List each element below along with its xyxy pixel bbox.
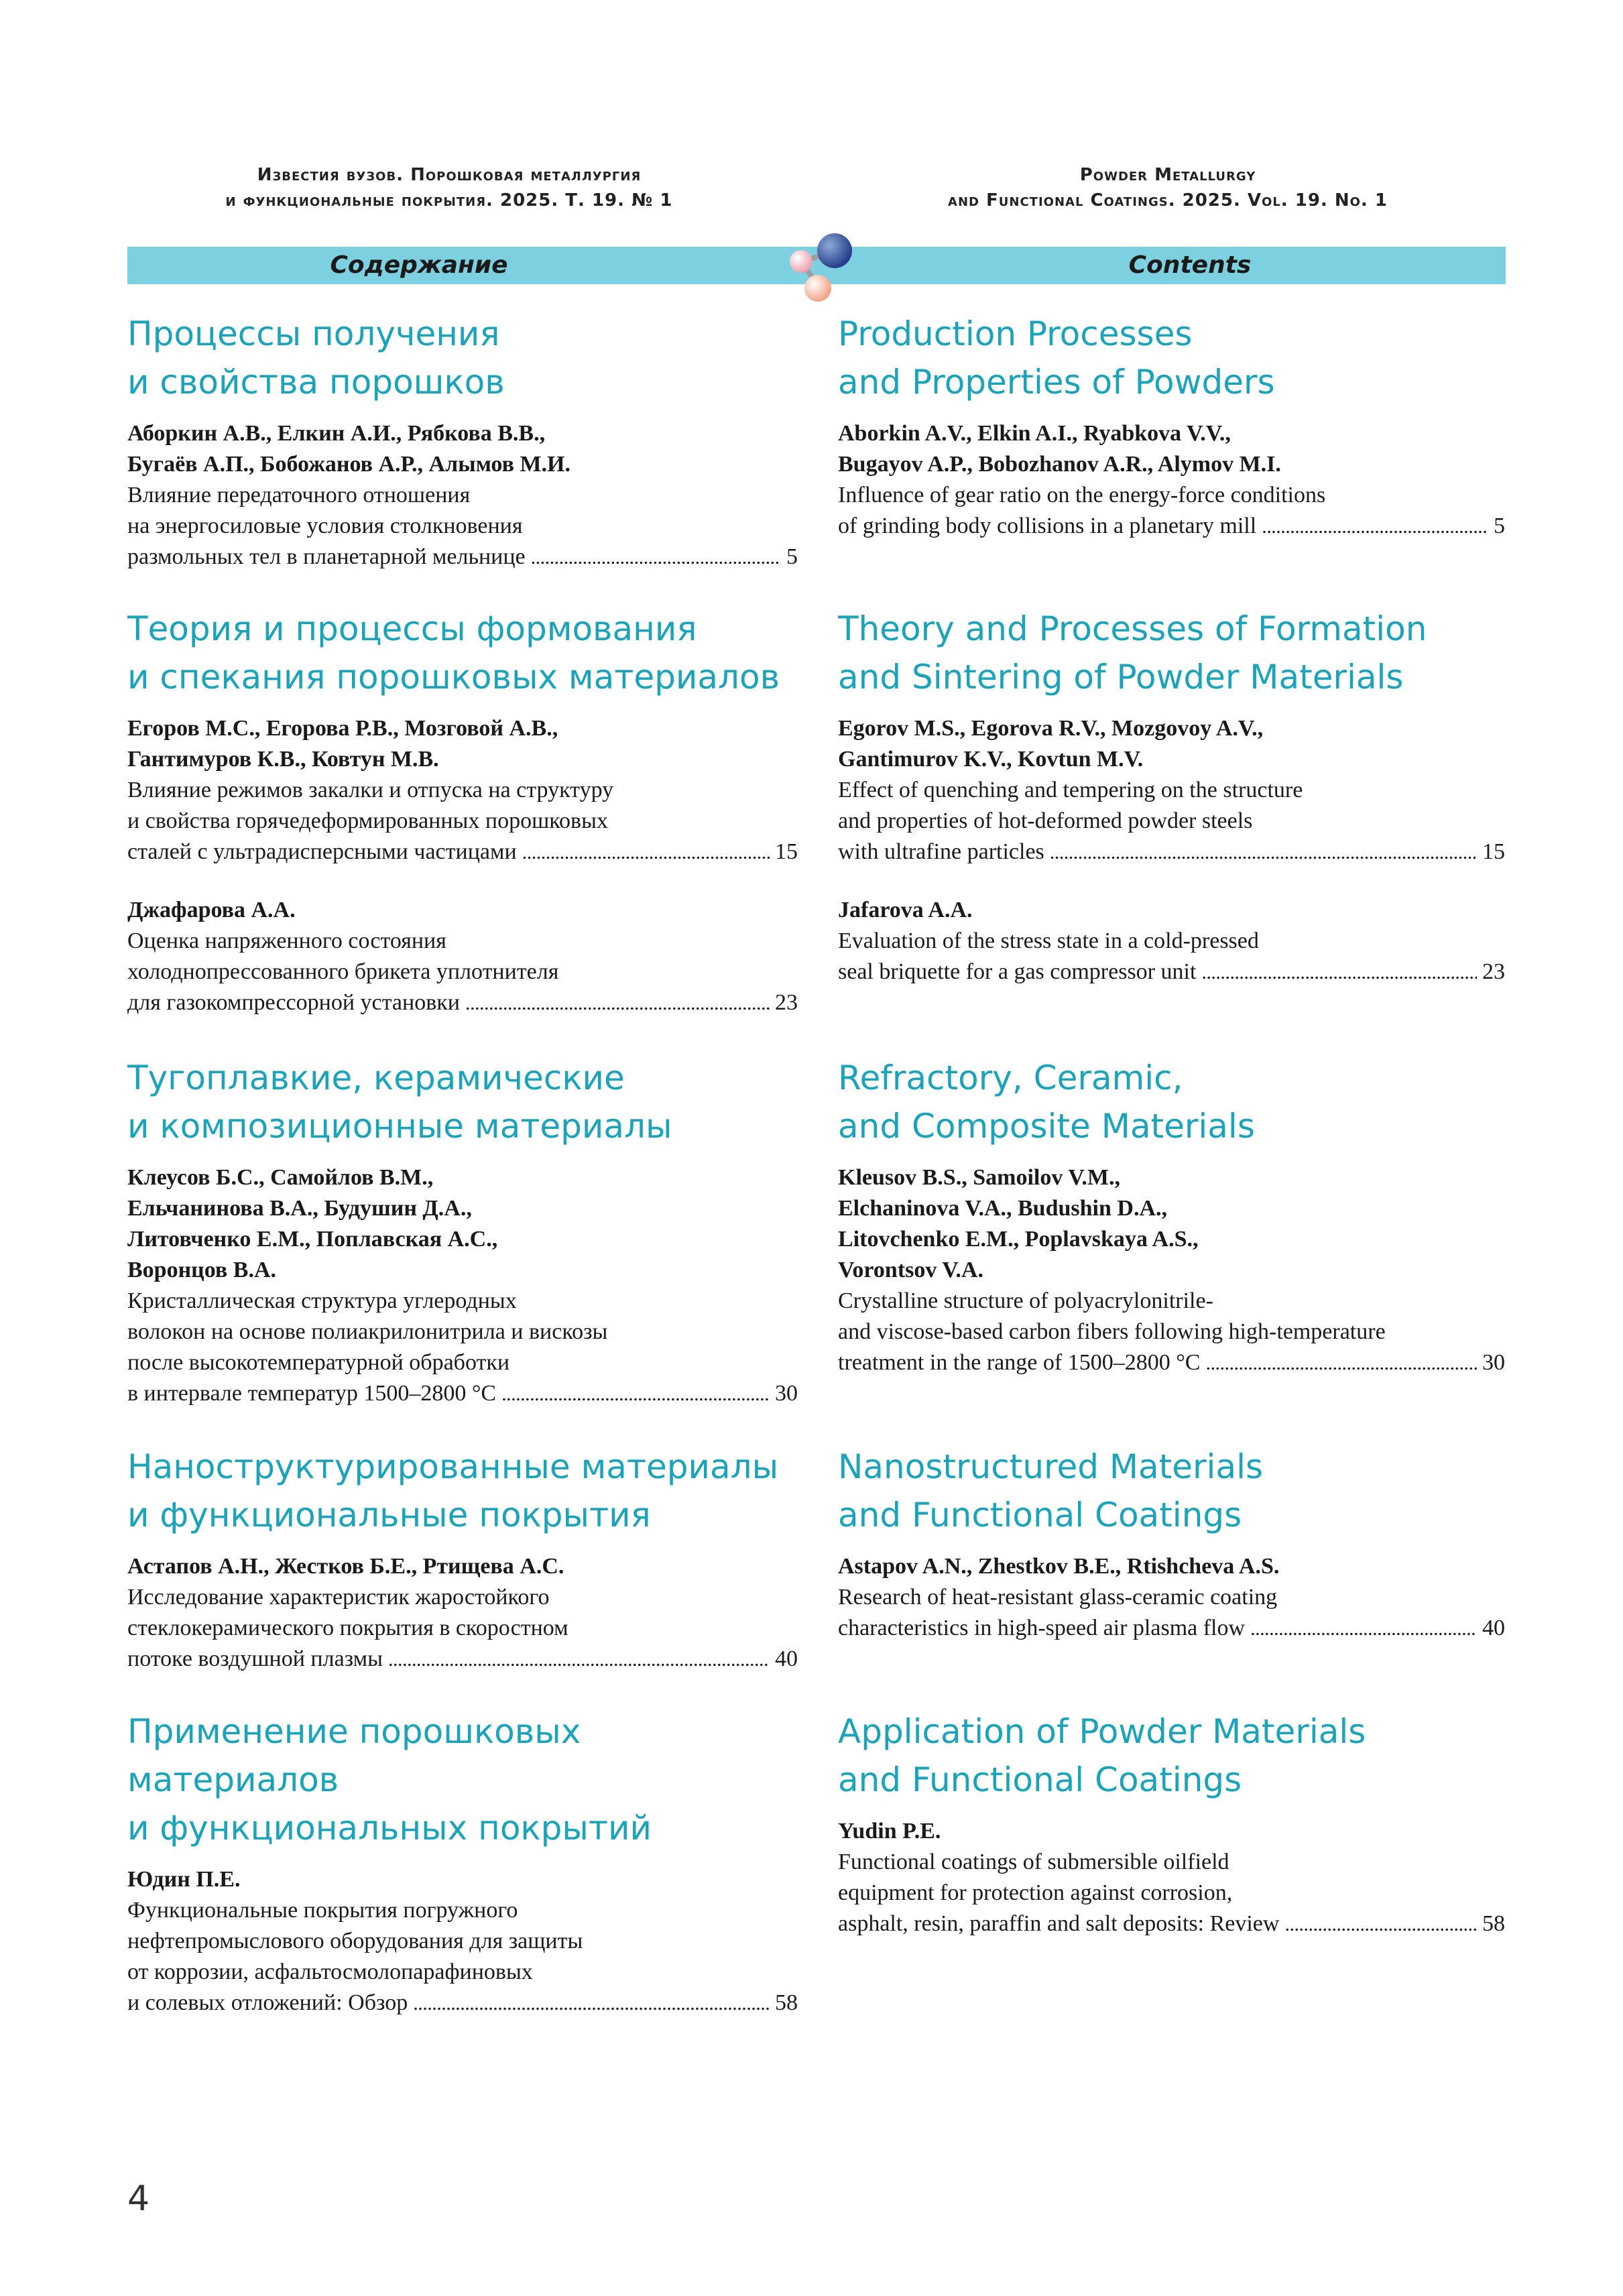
entry-last-line — [838, 837, 1505, 868]
section-title-ru — [127, 1707, 798, 1852]
section-title-line: and Composite Materials — [838, 1107, 1255, 1146]
section-title-line: и функциональных покрытий — [127, 1809, 652, 1848]
entry-title: Research of heat-resistant glass-ceramic coating — [838, 1585, 1278, 1610]
section-title-line: Theory and Processes of Formation — [838, 609, 1427, 648]
entry-authors: Егоров М.С., Егорова Р.В., Мозговой А.В., — [127, 716, 558, 741]
leader-dots — [1250, 1613, 1477, 1644]
entry-authors: Джафарова А.А. — [127, 898, 296, 922]
section-en-1 — [838, 310, 1505, 542]
leader-dots — [1284, 1909, 1477, 1940]
toc-entry[interactable] — [838, 418, 1505, 542]
entry-title: после высокотемпературной обработки — [127, 1350, 510, 1375]
section-title-line: и свойства порошков — [127, 363, 505, 402]
entry-title: and properties of hot-deformed powder steels — [838, 808, 1253, 833]
entry-authors: Бугаёв А.П., Бобожанов А.Р., Алымов М.И. — [127, 452, 570, 477]
section-title-line: и композиционные материалы — [127, 1107, 672, 1146]
toc-entry[interactable] — [838, 1162, 1505, 1379]
entry-title: потоке воздушной плазмы — [127, 1646, 383, 1671]
section-title-en — [838, 310, 1505, 406]
entry-page-number: 58 — [1482, 1911, 1505, 1936]
journal-header-en-line2: and Functional Coatings. 2025. Vol. 19. No. 1 — [948, 190, 1388, 210]
leader-dots — [522, 837, 770, 868]
journal-header-en — [880, 162, 1456, 213]
entry-authors: Астапов А.Н., Жестков Б.Е., Ртищева А.С. — [127, 1554, 564, 1579]
section-title-line: Теория и процессы формования — [127, 609, 697, 648]
entry-last-line — [838, 957, 1505, 988]
entry-title: Effect of quenching and tempering on the structure — [838, 778, 1303, 802]
entry-title: холоднопрессованного брикета уплотнителя — [127, 959, 559, 984]
section-ru-2 — [127, 605, 798, 1019]
entry-authors: Egorov M.S., Egorova R.V., Mozgovoy A.V., — [838, 716, 1264, 741]
entry-last-line — [127, 987, 798, 1019]
entry-page-number: 40 — [1482, 1616, 1505, 1640]
toc-entry[interactable] — [127, 1864, 798, 2019]
entry-title: and viscose-based carbon fibers following high-temperature — [838, 1319, 1386, 1344]
entry-last-line — [127, 837, 798, 868]
entry-authors: Astapov A.N., Zhestkov B.E., Rtishcheva A.S. — [838, 1554, 1280, 1579]
journal-header-ru — [161, 162, 737, 213]
entry-page-number: 5 — [1494, 513, 1505, 538]
section-title-line: Nanostructured Materials — [838, 1447, 1264, 1486]
leader-dots — [388, 1644, 770, 1675]
toc-entry[interactable] — [127, 1551, 798, 1675]
entry-page-number: 30 — [775, 1381, 798, 1406]
toc-entry[interactable] — [838, 895, 1505, 988]
leader-dots — [1262, 511, 1488, 542]
section-title-line: Применение порошковых материалов — [127, 1712, 581, 1799]
entry-authors: Ельчанинова В.А., Будушин Д.А., — [127, 1196, 472, 1221]
entry-authors: Гантимуров К.В., Ковтун М.В. — [127, 747, 439, 772]
leader-dots — [1201, 957, 1477, 988]
journal-header-en-line1: Powder Metallurgy — [1079, 165, 1256, 185]
section-en-2 — [838, 605, 1505, 988]
toc-entry[interactable] — [838, 1551, 1505, 1644]
entry-authors: Kleusov B.S., Samoilov V.M., — [838, 1165, 1120, 1190]
entry-title: of grinding body collisions in a planetary mill — [838, 513, 1257, 538]
entry-authors: Yudin P.E. — [838, 1819, 941, 1844]
entry-page-number: 15 — [1482, 839, 1505, 864]
entry-last-line — [838, 1613, 1505, 1644]
entry-last-line — [127, 1644, 798, 1675]
section-title-line: and Functional Coatings — [838, 1760, 1242, 1799]
entry-title: Влияние передаточного отношения — [127, 483, 471, 507]
entry-title: Influence of gear ratio on the energy-force conditions — [838, 483, 1326, 507]
entry-authors: Aborkin A.V., Elkin A.I., Ryabkova V.V., — [838, 421, 1231, 446]
entry-title: Влияние режимов закалки и отпуска на структуру — [127, 778, 614, 802]
entry-page-number: 58 — [775, 1990, 798, 2015]
entry-title: Кристаллическая структура углеродных — [127, 1288, 517, 1313]
section-title-line: and Functional Coatings — [838, 1496, 1242, 1534]
entry-title: Оценка напряженного состояния — [127, 928, 446, 953]
entry-title: стеклокерамического покрытия в скоростном — [127, 1616, 568, 1640]
entry-title: characteristics in high-speed air plasma flow — [838, 1616, 1246, 1640]
section-title-line: and Sintering of Powder Materials — [838, 658, 1404, 697]
section-ru-1 — [127, 310, 798, 573]
entry-title: сталей с ультрадисперсными частицами — [127, 839, 517, 864]
section-title-line: Процессы получения — [127, 314, 500, 353]
section-title-line: and Properties of Powders — [838, 363, 1275, 402]
leader-dots — [465, 987, 770, 1019]
entry-title: от коррозии, асфальтосмолопарафиновых — [127, 1959, 533, 1984]
entry-authors: Elchaninova V.A., Budushin D.A., — [838, 1196, 1168, 1221]
entry-title: Исследование характеристик жаростойкого — [127, 1585, 550, 1610]
section-title-en — [838, 605, 1505, 701]
entry-title: Functional coatings of submersible oilfield — [838, 1850, 1229, 1874]
entry-page-number: 30 — [1482, 1350, 1505, 1375]
entry-authors: Litovchenko E.M., Poplavskaya A.S., — [838, 1227, 1199, 1252]
contents-label-ru: Содержание — [330, 251, 508, 279]
section-title-en — [838, 1443, 1505, 1539]
toc-entry[interactable] — [127, 418, 798, 573]
toc-entry[interactable] — [838, 713, 1505, 868]
entry-title: в интервале температур 1500–2800 °С — [127, 1381, 497, 1406]
entry-authors: Bugayov A.P., Bobozhanov A.R., Alymov M.I. — [838, 452, 1281, 477]
toc-entry[interactable] — [127, 713, 798, 868]
leader-dots — [413, 1988, 770, 2019]
entry-title: нефтепромыслового оборудования для защиты — [127, 1929, 583, 1953]
entry-last-line — [838, 1909, 1505, 1940]
section-title-line: Наноструктурированные материалы — [127, 1447, 779, 1486]
section-title-en — [838, 1707, 1505, 1804]
entry-title: и свойства горячедеформированных порошковых — [127, 808, 608, 833]
entry-page-number: 5 — [786, 544, 798, 569]
toc-entry[interactable] — [838, 1816, 1505, 1940]
section-ru-4 — [127, 1443, 798, 1675]
section-title-line: и функциональные покрытия — [127, 1496, 651, 1534]
molecule-logo-icon — [771, 227, 871, 307]
section-title-ru — [127, 310, 798, 406]
section-title-line: Application of Powder Materials — [838, 1712, 1366, 1751]
section-en-4 — [838, 1443, 1505, 1644]
section-en-3 — [838, 1054, 1505, 1379]
entry-page-number: 23 — [1482, 959, 1505, 984]
entry-authors: Юдин П.Е. — [127, 1867, 241, 1892]
entry-authors: Jafarova A.A. — [838, 898, 973, 922]
entry-authors: Аборкин А.В., Елкин А.И., Рябкова В.В., — [127, 421, 546, 446]
leader-dots — [1205, 1347, 1477, 1379]
entry-title: with ultrafine particles — [838, 839, 1044, 864]
entry-title: для газокомпрессорной установки — [127, 990, 460, 1015]
entry-title: equipment for protection against corrosion, — [838, 1880, 1233, 1905]
section-title-line: Тугоплавкие, керамические — [127, 1059, 625, 1097]
entry-authors: Литовченко Е.М., Поплавская А.С., — [127, 1227, 498, 1252]
section-title-en — [838, 1054, 1505, 1150]
leader-dots — [1050, 837, 1477, 868]
leader-dots — [501, 1378, 770, 1410]
section-title-line: и спекания порошковых материалов — [127, 658, 780, 697]
section-title-line: Refractory, Ceramic, — [838, 1059, 1183, 1097]
leader-dots — [531, 542, 781, 573]
entry-last-line — [838, 511, 1505, 542]
entry-page-number: 15 — [775, 839, 798, 864]
section-title-ru — [127, 1443, 798, 1539]
entry-last-line — [127, 1988, 798, 2019]
journal-header-ru-line1: Известия вузов. Порошковая металлургия — [257, 165, 642, 185]
entry-title: на энергосиловые условия столкновения — [127, 513, 523, 538]
entry-authors: Vorontsov V.A. — [838, 1258, 983, 1282]
entry-title: Evaluation of the stress state in a cold-pressed — [838, 928, 1259, 953]
entry-title: волокон на основе полиакрилонитрила и вискозы — [127, 1319, 608, 1344]
entry-authors: Воронцов В.А. — [127, 1258, 277, 1282]
toc-entry[interactable] — [127, 1162, 798, 1410]
entry-title: и солевых отложений: Обзор — [127, 1990, 408, 2015]
section-ru-5 — [127, 1707, 798, 2019]
entry-authors: Клеусов Б.С., Самойлов В.М., — [127, 1165, 434, 1190]
contents-label-en: Contents — [1128, 251, 1252, 279]
entry-page-number: 23 — [775, 990, 798, 1015]
journal-header-ru-line2: и функциональные покрытия. 2025. Т. 19. № 1 — [225, 190, 673, 210]
entry-title: treatment in the range of 1500–2800 °C — [838, 1350, 1201, 1375]
section-ru-3 — [127, 1054, 798, 1410]
section-title-ru — [127, 605, 798, 701]
section-title-line: Production Processes — [838, 314, 1193, 353]
entry-last-line — [838, 1347, 1505, 1379]
entry-title: asphalt, resin, paraffin and salt deposits: Review — [838, 1911, 1280, 1936]
entry-title: Функциональные покрытия погружного — [127, 1898, 518, 1923]
toc-entry[interactable] — [127, 895, 798, 1019]
section-title-ru — [127, 1054, 798, 1150]
entry-authors: Gantimurov K.V., Kovtun M.V. — [838, 747, 1144, 772]
entry-page-number: 40 — [775, 1646, 798, 1671]
entry-last-line — [127, 1378, 798, 1410]
entry-last-line — [127, 542, 798, 573]
entry-title: размольных тел в планетарной мельнице — [127, 544, 526, 569]
entry-title: Crystalline structure of polyacrylonitrile- — [838, 1288, 1213, 1313]
page-number: 4 — [127, 2179, 150, 2219]
entry-title: seal briquette for a gas compressor unit — [838, 959, 1197, 984]
section-en-5 — [838, 1707, 1505, 1940]
